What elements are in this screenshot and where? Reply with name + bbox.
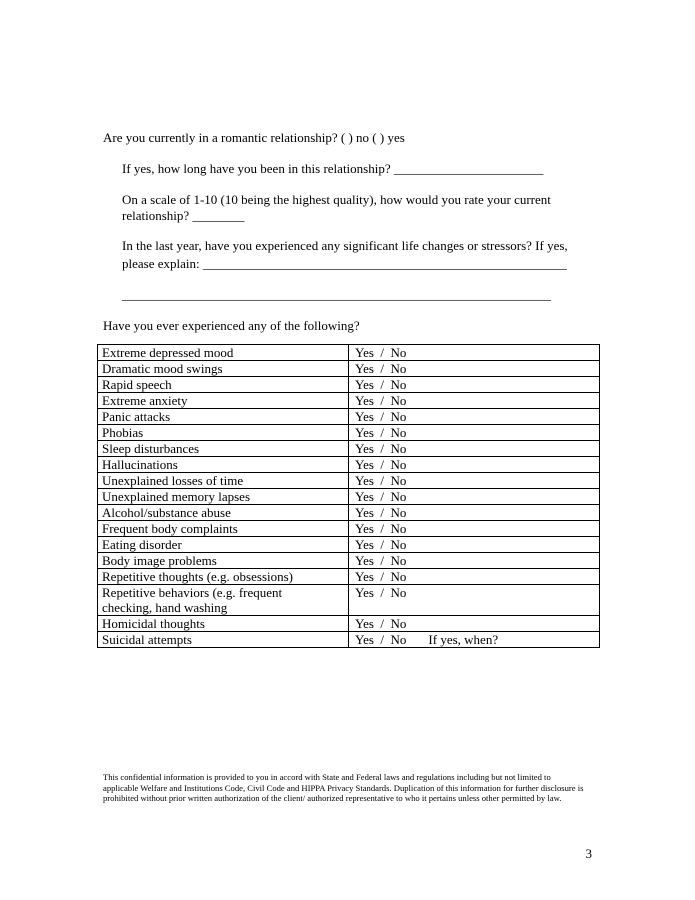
symptom-label-text: Repetitive thoughts (e.g. obsessions) [102,569,294,584]
yes-no-options[interactable]: Yes / No [355,585,407,600]
table-row [98,457,600,473]
symptom-label [98,489,349,505]
symptom-label-text: Homicidal thoughts [102,616,205,631]
table-row [98,553,600,569]
yes-no-answer[interactable] [349,569,600,585]
table-row [98,489,600,505]
table-row [98,377,600,393]
yes-no-answer[interactable] [349,345,600,361]
symptom-label-text: Hallucinations [102,457,178,472]
yes-no-options[interactable]: Yes / No [355,425,407,440]
yes-no-answer[interactable] [349,489,600,505]
yes-no-options[interactable]: Yes / No [355,632,407,647]
symptom-label [98,521,349,537]
yes-no-options[interactable]: Yes / No [355,537,407,552]
yes-no-answer[interactable] [349,585,600,616]
confidentiality-notice: This confidential information is provided to you in accord with State and Federal laws and regulations including but not limited to applicable Welfare and Institutions Code, Civil Code and HIPPA Privacy Standards. Duplication of this information for further disclosure is prohibited without prior written authorization of the client/ authorized representative to who it pertains unless other permitted by law. [103,772,584,803]
yes-no-options[interactable]: Yes / No [355,505,407,520]
yes-no-answer[interactable] [349,441,600,457]
symptom-label [98,505,349,521]
life-changes-explain-line: __________________________________________________________________ [122,287,551,302]
symptom-label-text: Dramatic mood swings [102,361,223,376]
table-row [98,632,600,648]
symptom-label-text: Rapid speech [102,377,172,392]
symptom-label [98,377,349,393]
symptom-label [98,632,349,648]
symptom-label-text-cont: checking, hand washing [102,600,228,615]
symptom-label [98,345,349,361]
yes-no-answer[interactable] [349,409,600,425]
symptom-label-text: Extreme depressed mood [102,345,234,360]
relationship-question: Are you currently in a romantic relationship? ( ) no ( ) yes [103,130,405,145]
symptoms-question: Have you ever experienced any of the following? [103,318,360,333]
yes-no-options[interactable]: Yes / No [355,569,407,584]
yes-no-answer[interactable] [349,505,600,521]
table-row [98,616,600,632]
yes-no-answer[interactable] [349,377,600,393]
table-row [98,345,600,361]
symptom-label [98,457,349,473]
yes-no-options[interactable]: Yes / No [355,361,407,376]
yes-no-options[interactable]: Yes / No [355,489,407,504]
follow-up-when: If yes, when? [428,632,499,647]
yes-no-answer[interactable] [349,361,600,377]
symptom-label [98,585,349,616]
symptom-label [98,537,349,553]
symptom-label-text: Frequent body complaints [102,521,238,536]
symptom-label-text: Panic attacks [102,409,171,424]
life-changes-explain: please explain: ________________________________________________________ [122,256,567,271]
relationship-rating-question-cont: relationship? ________ [122,208,245,223]
symptom-label-text: Sleep disturbances [102,441,200,456]
relationship-length-question: If yes, how long have you been in this relationship? _______________________ [122,161,544,176]
table-row [98,537,600,553]
table-row [98,569,600,585]
symptom-label [98,473,349,489]
table-row [98,505,600,521]
table-row [98,409,600,425]
symptom-label-text: Repetitive behaviors (e.g. frequent [102,585,283,600]
yes-no-options[interactable]: Yes / No [355,616,407,631]
table-row [98,585,600,616]
table-row [98,473,600,489]
symptom-label-text: Eating disorder [102,537,182,552]
table-row [98,425,600,441]
symptom-label-text: Phobias [102,425,144,440]
yes-no-answer[interactable] [349,616,600,632]
yes-no-answer[interactable] [349,537,600,553]
yes-no-answer[interactable] [349,425,600,441]
yes-no-answer[interactable] [349,553,600,569]
symptom-label-text: Unexplained losses of time [102,473,244,488]
yes-no-answer[interactable] [349,632,600,648]
yes-no-options[interactable]: Yes / No [355,553,407,568]
yes-no-options[interactable]: Yes / No [355,521,407,536]
symptom-label [98,409,349,425]
symptom-label-text: Unexplained memory lapses [102,489,251,504]
yes-no-answer[interactable] [349,521,600,537]
symptom-label [98,616,349,632]
yes-no-options[interactable]: Yes / No [355,393,407,408]
symptom-label-text: Body image problems [102,553,217,568]
symptom-label-text: Alcohol/substance abuse [102,505,231,520]
yes-no-options[interactable]: Yes / No [355,377,407,392]
yes-no-answer[interactable] [349,393,600,409]
page-number: 3 [585,846,592,861]
symptom-label-text: Suicidal attempts [102,632,192,647]
yes-no-options[interactable]: Yes / No [355,457,407,472]
yes-no-answer[interactable] [349,457,600,473]
life-changes-question: In the last year, have you experienced any significant life changes or stressors? If yes, [122,238,568,253]
table-row [98,393,600,409]
symptom-label [98,393,349,409]
table-row [98,361,600,377]
symptom-label [98,569,349,585]
symptom-label [98,441,349,457]
symptom-label-text: Extreme anxiety [102,393,188,408]
yes-no-options[interactable]: Yes / No [355,441,407,456]
yes-no-options[interactable]: Yes / No [355,409,407,424]
table-row [98,521,600,537]
yes-no-options[interactable]: Yes / No [355,345,407,360]
yes-no-answer[interactable] [349,473,600,489]
yes-no-options[interactable]: Yes / No [355,473,407,488]
relationship-rating-question: On a scale of 1-10 (10 being the highest quality), how would you rate your current [122,192,551,207]
symptom-label [98,361,349,377]
symptom-label [98,553,349,569]
table-row [98,441,600,457]
symptoms-table [97,344,600,648]
symptom-label [98,425,349,441]
